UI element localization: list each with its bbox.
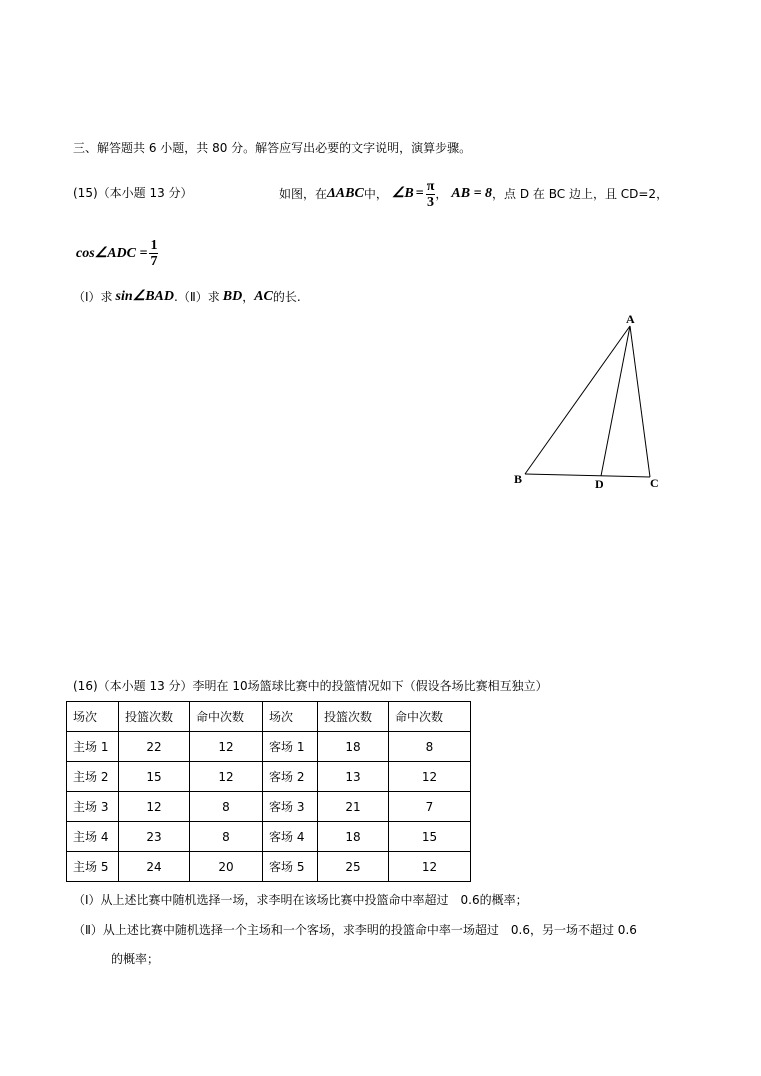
- q15-comma2: ，: [242, 290, 255, 304]
- q15-parts: [73, 290, 301, 304]
- q16-part1: （Ⅰ）从上述比赛中随机选择一场，求李明在该场比赛中投篮命中率超过 0.6的概率；: [73, 893, 528, 907]
- table-cell: 客场 1: [263, 732, 318, 762]
- table-cell: 8: [190, 792, 263, 822]
- table-cell: 12: [190, 732, 263, 762]
- table-cell: 客场 2: [263, 762, 318, 792]
- q15-suffix: 的长.: [272, 290, 301, 304]
- table-cell: 20: [190, 852, 263, 882]
- table-cell: 12: [190, 762, 263, 792]
- table-header-row: [67, 702, 471, 732]
- q15-equals: =: [415, 186, 424, 201]
- q15-stem: [279, 179, 668, 209]
- q15-cos-condition: [76, 236, 158, 270]
- q16-part2-line2: 的概率；: [111, 952, 160, 966]
- q15-pi: π: [426, 178, 435, 194]
- table-cell: 13: [318, 762, 389, 792]
- q16-part2-line1: （Ⅱ）从上述比赛中随机选择一个主场和一个客场，求李明的投篮命中率一场超过 0.6，另一场不超过 0.6: [73, 923, 637, 937]
- segment-ac: [630, 326, 650, 477]
- triangle-figure: [505, 308, 675, 498]
- table-cell: 21: [318, 792, 389, 822]
- table-cell: 客场 3: [263, 792, 318, 822]
- q15-stem-tail: ，点 D 在 BC 边上，且 CD=2，: [492, 187, 669, 201]
- q15-one: 1: [150, 237, 158, 253]
- table-cell: 主场 1: [67, 732, 119, 762]
- table-cell: 主场 3: [67, 792, 119, 822]
- table-cell: 12: [119, 792, 190, 822]
- table-cell: 主场 2: [67, 762, 119, 792]
- q15-cos-adc: cos∠ADC =: [76, 245, 148, 261]
- table-cell: 15: [389, 822, 471, 852]
- segment-ab: [525, 326, 630, 474]
- label-d: D: [595, 477, 604, 491]
- table-row: [67, 792, 471, 822]
- table-cell: 18: [318, 732, 389, 762]
- label-a: A: [626, 312, 635, 326]
- table-header: 命中次数: [190, 702, 263, 732]
- table-header: 命中次数: [389, 702, 471, 732]
- table-cell: 12: [389, 762, 471, 792]
- shots-table: [66, 701, 471, 882]
- q15-seven: 7: [150, 253, 158, 269]
- q15-part1-prefix: （Ⅰ）求: [73, 290, 113, 304]
- table-row: [67, 852, 471, 882]
- table-cell: 客场 4: [263, 822, 318, 852]
- label-b: B: [514, 472, 523, 486]
- segment-bc: [525, 474, 650, 477]
- table-cell: 主场 5: [67, 852, 119, 882]
- table-cell: 24: [119, 852, 190, 882]
- table-cell: 12: [389, 852, 471, 882]
- table-cell: 15: [119, 762, 190, 792]
- q15-triangle-abc: ΔABC: [327, 186, 364, 201]
- q15-angle-b: ∠B: [391, 186, 414, 201]
- q15-bd: BD: [222, 289, 243, 304]
- q15-one-over-seven: [149, 238, 158, 269]
- label-c: C: [650, 476, 659, 490]
- table-row: [67, 762, 471, 792]
- table-cell: 22: [119, 732, 190, 762]
- q15-ab-eq-8: AB = 8: [451, 186, 493, 201]
- table-row: [67, 822, 471, 852]
- q15-number: (15)（本小题 13 分）: [73, 186, 193, 200]
- q15-part2-prefix: .（Ⅱ）求: [174, 290, 220, 304]
- section-heading: 三、解答题共 6 小题，共 80 分。解答应写出必要的文字说明，演算步骤。: [73, 141, 472, 155]
- table-header: 场次: [67, 702, 119, 732]
- q16-intro: (16)（本小题 13 分）李明在 10场篮球比赛中的投篮情况如下（假设各场比赛相互独立）: [73, 679, 548, 693]
- table-cell: 客场 5: [263, 852, 318, 882]
- table-header: 场次: [263, 702, 318, 732]
- table-row: [67, 732, 471, 762]
- table-cell: 主场 4: [67, 822, 119, 852]
- q15-sin-bad: sin∠BAD: [115, 289, 175, 304]
- table-cell: 25: [318, 852, 389, 882]
- table-cell: 7: [389, 792, 471, 822]
- table-cell: 18: [318, 822, 389, 852]
- table-cell: 23: [119, 822, 190, 852]
- table-header: 投篮次数: [119, 702, 190, 732]
- table-cell: 8: [389, 732, 471, 762]
- q15-stem-intro: 如图，在: [279, 187, 328, 201]
- q15-pi-over-3: [426, 179, 436, 210]
- q15-three: 3: [427, 194, 435, 210]
- segment-ad: [601, 326, 630, 476]
- table-cell: 8: [190, 822, 263, 852]
- q15-zhong: 中，: [363, 187, 388, 201]
- table-header: 投篮次数: [318, 702, 389, 732]
- q15-comma1: ，: [435, 187, 448, 201]
- q15-ac: AC: [254, 289, 273, 304]
